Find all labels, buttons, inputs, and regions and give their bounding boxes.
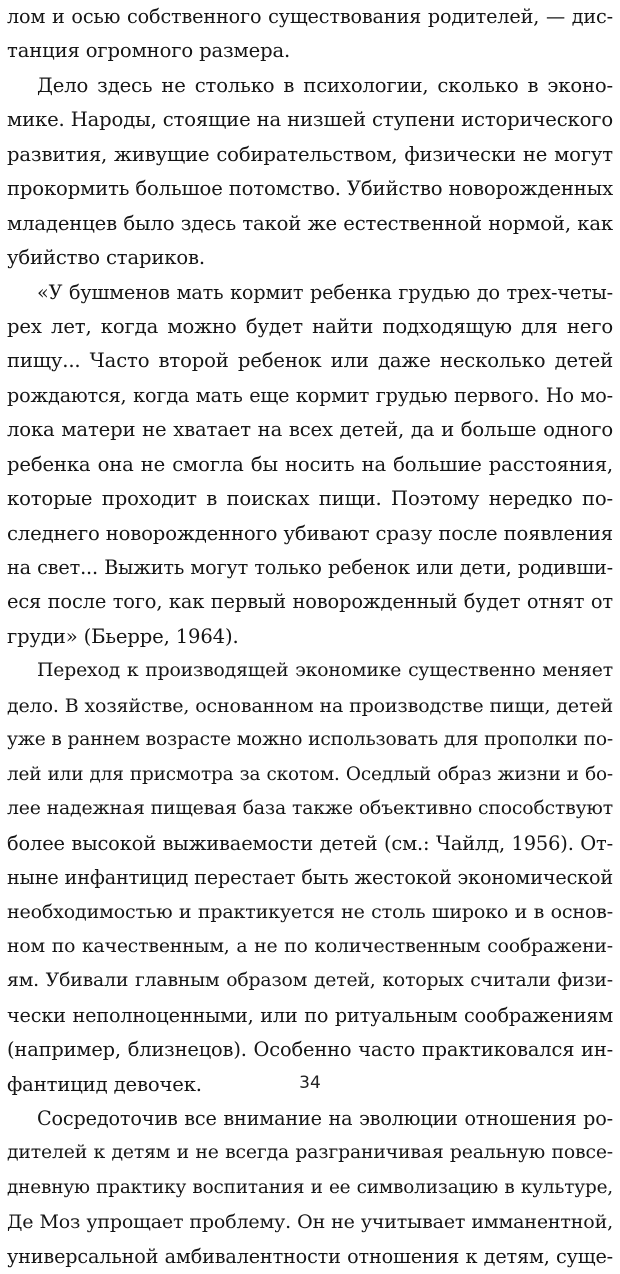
paragraph: [7, 276, 613, 655]
text-line: более высокой выживаемости детей (см.: Чайлд, 1956). От-: [7, 831, 613, 855]
text-line: Де Моз упрощает проблему. Он не учитывает имманентной,: [7, 1211, 613, 1234]
text-line: Переход к производящей экономике существенно меняет: [37, 660, 613, 682]
text-line: необходимостью и практикуется не столь широко и в основ-: [7, 901, 613, 924]
text-line: (например, близнецов). Особенно часто практиковался ин-: [7, 1038, 613, 1062]
paragraph: [7, 654, 613, 1102]
paragraph: [7, 69, 613, 276]
text-line: рождаются, когда мать еще кормит грудью первого. Но мо-: [7, 383, 613, 407]
text-line: развития, живущие собирательством, физически не могут: [7, 142, 613, 166]
text-line: ныне инфантицид перестает быть жестокой экономической: [7, 865, 614, 889]
text-line: дневную практику воспитания и ее символизацию в культуре,: [7, 1176, 613, 1198]
text-line: «У бушменов мать кормит ребенка грудью до трех-четы-: [37, 280, 613, 304]
text-line: лее надежная пищевая база также объективно способствуют: [7, 798, 613, 820]
text-line: универсальной амбивалентности отношения к детям, суще-: [7, 1244, 613, 1268]
text-line: прокормить большое потомство. Убийство новорожденных: [7, 177, 614, 201]
text-line: ям. Убивали главным образом детей, которых считали физи-: [7, 970, 613, 992]
text-line: пищу... Часто второй ребенок или даже несколько детей: [7, 349, 613, 373]
text-line: лом и осью собственного существования родителей, — дис-: [7, 5, 613, 28]
text-line: убийство стариков.: [7, 246, 206, 270]
text-line: уже в раннем возрасте можно использовать для прополки по-: [7, 729, 613, 751]
text-line: мике. Народы, стоящие на низшей ступени исторического: [7, 108, 614, 132]
text-line: ребенка она не смогла бы носить на большие расстояния,: [7, 452, 613, 476]
text-line: груди» (Бьерре, 1964).: [7, 624, 239, 648]
text-line: младенцев было здесь такой же естественной нормой, как: [7, 211, 613, 235]
text-line: ном по качественным, а не по количественным соображени-: [7, 935, 613, 957]
paragraph: [7, 1102, 613, 1274]
page-number: 34: [299, 1073, 321, 1093]
text-line: дителей к детям и не всегда разграничивая реальную повсе-: [7, 1142, 613, 1164]
text-line: рех лет, когда можно будет найти подходящую для него: [7, 314, 613, 338]
text-line: чески неполноценными, или по ритуальным соображениям: [7, 1003, 613, 1027]
text-line: лока матери не хватает на всех детей, да и больше одного: [7, 418, 613, 442]
text-line: Дело здесь не столько в психологии, сколько в эконо-: [37, 73, 613, 97]
text-line: Сосредоточив все внимание на эволюции отношения ро-: [37, 1107, 613, 1130]
text-line: на свет... Выжить могут только ребенок или дети, родивши-: [7, 556, 613, 579]
paragraph: [7, 0, 613, 69]
text-line: танция огромного размера.: [7, 39, 291, 63]
text-line: которые проходит в поисках пищи. Поэтому нередко по-: [7, 487, 613, 511]
text-line: лей или для присмотра за скотом. Оседлый образ жизни и бо-: [7, 763, 613, 785]
text-line: следнего новорожденного убивают сразу после появления: [7, 521, 613, 545]
text-line: дело. В хозяйстве, основанном на производстве пищи, детей: [7, 694, 613, 717]
text-line: еся после того, как первый новорожденный будет отнят от: [7, 590, 613, 614]
text-line: фантицид девочек.: [7, 1072, 202, 1096]
